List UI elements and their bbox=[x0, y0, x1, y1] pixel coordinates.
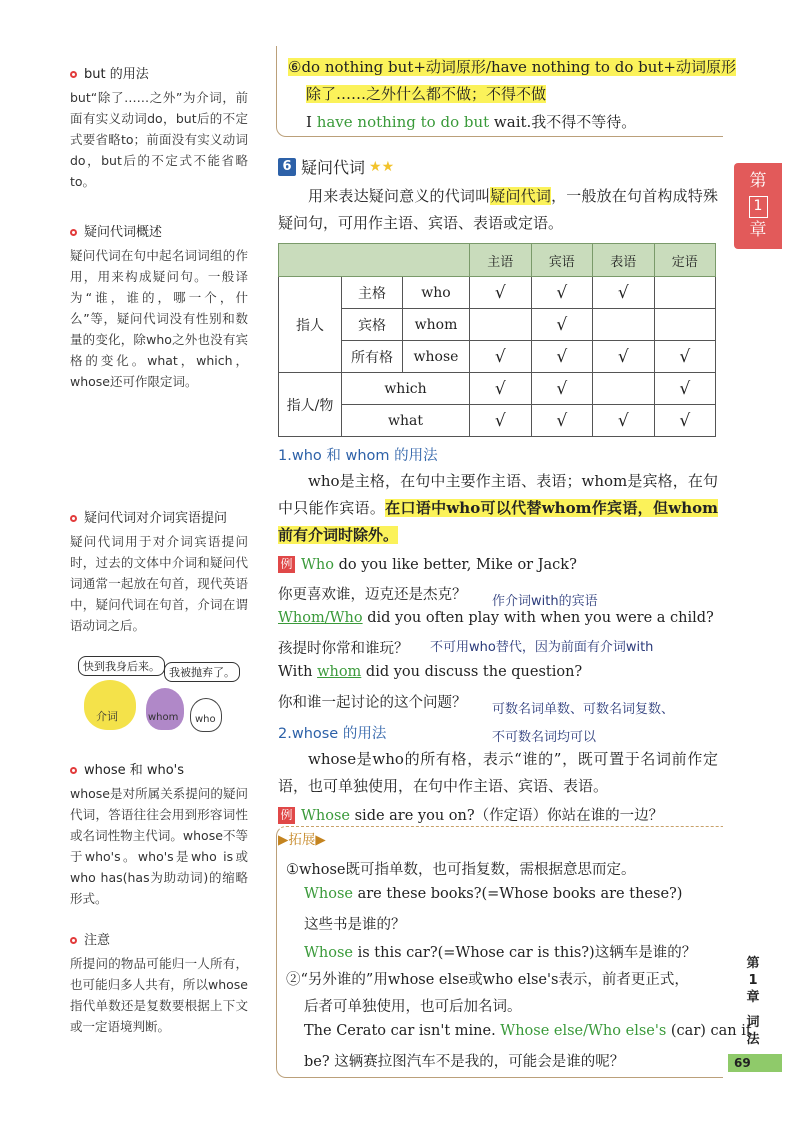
note-text: 疑问代词用于对介词宾语提问时，过去的文体中介词和疑问代词通常一起放在句首，现代英语中，疑问代词在句首，介词在谓语动词之后。 bbox=[70, 534, 248, 633]
example-line: The Cerato car isn't mine. Whose else/Who else's (car) can it bbox=[304, 1023, 752, 1039]
chapter-side-label: 第 1 章 词 法 bbox=[746, 956, 760, 1047]
usage-example: I have nothing to do but wait.我不得不等待。 bbox=[306, 113, 637, 131]
check-cell bbox=[654, 277, 716, 309]
note-text: but“除了……之外”为介词，前面有实义动词do，but后的不定式要省略to；前面没有实义动词do，but后的不定式不能省略to。 bbox=[70, 90, 248, 189]
character-label: 介词 bbox=[96, 710, 118, 723]
arrow-icon: ▶ bbox=[315, 832, 326, 848]
bullet-icon bbox=[70, 229, 77, 236]
extension-point: ①whose既可指单数，也可指复数，需根据意思而定。 bbox=[286, 862, 636, 878]
check-cell: √ bbox=[531, 277, 593, 309]
word-cell: which bbox=[342, 373, 470, 405]
check-cell: √ bbox=[593, 341, 655, 373]
check-cell bbox=[654, 309, 716, 341]
subsection-title: 2.whose 的用法 bbox=[278, 726, 387, 742]
check-cell: √ bbox=[470, 341, 532, 373]
check-cell: √ bbox=[531, 309, 593, 341]
chapter-tab: 第 1 章 bbox=[734, 163, 782, 249]
note-text: 疑问代词在句中起名词词组的作用，用来构成疑问句。一般译为“谁，谁的，哪一个，什么”等，疑问代词没有性别和数量的变化，除who之外也没有宾格的变化。what，which，whose还可作限定词。 bbox=[70, 248, 248, 389]
note-title: 疑问代词概述 bbox=[70, 222, 248, 243]
note-text: 所提问的物品可能归一人所有，也可能归多人共有，所以whose指代单数还是复数要根据上下文或一定语境判断。 bbox=[70, 956, 248, 1034]
extension-point: ②“另外谁的”用whose else或who else's表示，前者更正式， bbox=[286, 972, 689, 988]
arrow-icon: ▶ bbox=[278, 832, 289, 848]
handwritten-note: 不可用who替代，因为前面有介词with bbox=[430, 640, 654, 655]
example-line: 例 Whose side are you on?（作定语）你站在谁的一边？ bbox=[278, 804, 663, 825]
table-row bbox=[279, 277, 716, 309]
character-label: whom bbox=[148, 712, 179, 723]
handwritten-note: 不可数名词均可以 bbox=[492, 730, 597, 745]
header-cell: 主语 bbox=[470, 244, 532, 277]
check-cell: √ bbox=[593, 405, 655, 437]
example-translation: 孩提时你常和谁玩？ bbox=[278, 641, 409, 657]
word-cell: whom bbox=[403, 309, 470, 341]
check-cell: √ bbox=[654, 405, 716, 437]
example-translation: 你和谁一起讨论的这个问题？ bbox=[278, 695, 467, 711]
note-title: 注意 bbox=[70, 930, 248, 951]
check-cell: √ bbox=[654, 341, 716, 373]
example-translation: 这些书是谁的？ bbox=[304, 917, 406, 933]
note-text: whose是对所属关系提问的疑问代词，答语往往会用到形容词性或名词性物主代词。whose不等于who's。who's是who is或who has(has为助动词)的缩略形式。 bbox=[70, 786, 248, 906]
usage-meaning: 除了……之外什么都不做；不得不做 bbox=[306, 85, 547, 103]
check-cell: √ bbox=[470, 405, 532, 437]
word-cell: what bbox=[342, 405, 470, 437]
sidebar-note-attention bbox=[70, 930, 248, 1037]
section-number: 6 bbox=[278, 158, 296, 176]
table-row bbox=[279, 373, 716, 405]
check-cell bbox=[593, 309, 655, 341]
bullet-icon bbox=[70, 767, 77, 774]
handwritten-note: 作介词with的宾语 bbox=[492, 594, 598, 609]
note-title: 疑问代词对介词宾语提问 bbox=[70, 508, 248, 529]
check-cell: √ bbox=[531, 341, 593, 373]
check-cell: √ bbox=[593, 277, 655, 309]
speech-bubble: 我被抛弃了。 bbox=[164, 662, 240, 682]
extension-point: 后者可单独使用，也可后加名词。 bbox=[304, 999, 522, 1015]
example-line: be? 这辆赛拉图汽车不是我的，可能会是谁的呢？ bbox=[304, 1054, 625, 1070]
bullet-icon bbox=[70, 937, 77, 944]
note-title: but 的用法 bbox=[70, 64, 248, 85]
whose-paragraph: whose是who的所有格，表示“谁的”，既可置于名词前作定语，也可单独使用，在句中作主语、宾语、表语。 bbox=[278, 750, 718, 795]
table-row bbox=[279, 341, 716, 373]
header-cell: 宾语 bbox=[531, 244, 593, 277]
page-number: 69 bbox=[728, 1054, 782, 1072]
check-cell bbox=[593, 373, 655, 405]
character-whom bbox=[146, 688, 184, 730]
sidebar-note-overview bbox=[70, 222, 248, 392]
extension-title: ▶拓展▶ bbox=[278, 832, 326, 848]
pronoun-table bbox=[278, 243, 716, 437]
subsection-title: 1.who 和 whom 的用法 bbox=[278, 448, 438, 464]
example-translation: 你更喜欢谁，迈克还是杰克？ bbox=[278, 587, 467, 603]
cartoon-illustration bbox=[76, 652, 248, 734]
check-cell: √ bbox=[470, 277, 532, 309]
word-cell: who bbox=[403, 277, 470, 309]
bullet-icon bbox=[70, 71, 77, 78]
section-heading bbox=[278, 155, 394, 178]
usage-line: ⑥do nothing but+动词原形/have nothing to do but+动词原形 bbox=[288, 58, 736, 76]
section-title: 疑问代词 bbox=[301, 158, 366, 177]
sidebar-note-but bbox=[70, 64, 248, 192]
check-cell: √ bbox=[470, 373, 532, 405]
table-row bbox=[279, 309, 716, 341]
group-cell: 指人/物 bbox=[279, 373, 342, 437]
bullet-icon bbox=[70, 515, 77, 522]
case-cell: 所有格 bbox=[342, 341, 403, 373]
word-cell: whose bbox=[403, 341, 470, 373]
check-cell bbox=[470, 309, 532, 341]
case-cell: 宾格 bbox=[342, 309, 403, 341]
example-icon: 例 bbox=[278, 556, 295, 573]
table-row bbox=[279, 405, 716, 437]
example-line: Whom/Who did you often play with when you were a child? bbox=[278, 610, 714, 626]
check-cell: √ bbox=[531, 405, 593, 437]
example-icon: 例 bbox=[278, 807, 295, 824]
table-header-row bbox=[279, 244, 716, 277]
header-cell: 表语 bbox=[593, 244, 655, 277]
check-cell: √ bbox=[654, 373, 716, 405]
difficulty-stars-icon: ★★ bbox=[369, 158, 395, 175]
note-title: whose 和 who's bbox=[70, 760, 248, 781]
example-line: Whose is this car?(=Whose car is this?)这辆车是谁的？ bbox=[304, 945, 697, 961]
who-whom-paragraph: who是主格，在句中主要作主语、表语；whom是宾格，在句中只能作宾语。在口语中who可以代替whom作宾语，但whom前有介词时除外。 bbox=[278, 472, 718, 544]
case-cell: 主格 bbox=[342, 277, 403, 309]
example-line: With whom did you discuss the question? bbox=[278, 664, 583, 680]
example-line: 例 Who do you like better, Mike or Jack? bbox=[278, 556, 577, 573]
speech-bubble: 快到我身后来。 bbox=[78, 656, 165, 676]
handwritten-note: 可数名词单数、可数名词复数、 bbox=[492, 702, 675, 717]
check-cell: √ bbox=[531, 373, 593, 405]
intro-paragraph: 用来表达疑问意义的代词叫疑问代词，一般放在句首构成特殊疑问句，可用作主语、宾语、表语或定语。 bbox=[278, 187, 718, 232]
group-cell: 指人 bbox=[279, 277, 342, 373]
sidebar-note-whose bbox=[70, 760, 248, 909]
character-label: who bbox=[195, 714, 216, 725]
header-cell: 定语 bbox=[654, 244, 716, 277]
sidebar-note-prep bbox=[70, 508, 248, 636]
example-line: Whose are these books?(=Whose books are these?) bbox=[304, 886, 683, 902]
